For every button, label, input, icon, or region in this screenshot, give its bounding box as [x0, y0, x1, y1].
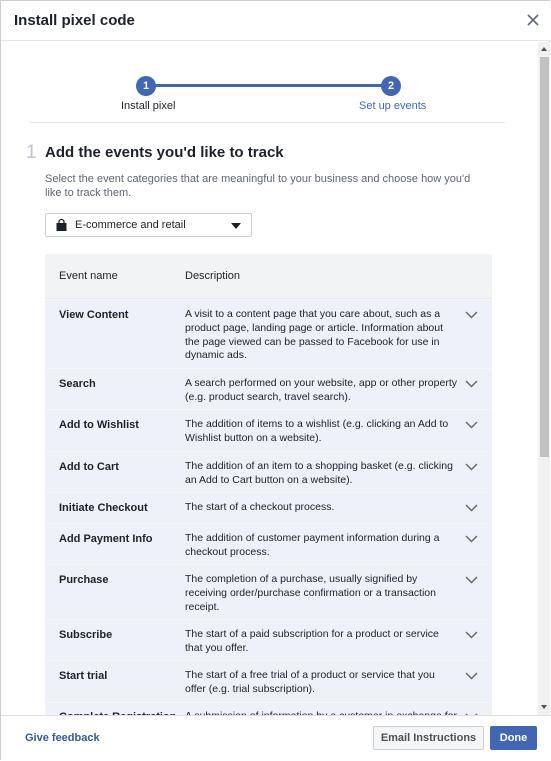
- event-name: Search: [59, 378, 96, 390]
- event-description: A search performed on your website, app or other property (e.g. product search, travel search).: [185, 377, 457, 403]
- event-description: The addition of items to a wishlist (e.g. clicking an Add to Wishlist button on a website).: [185, 418, 449, 444]
- scroll-up-arrow-icon[interactable]: [541, 46, 547, 52]
- chevron-down-icon[interactable]: [465, 504, 478, 512]
- table-header: [45, 254, 492, 299]
- table-row-purchase[interactable]: [45, 565, 492, 619]
- category-dropdown[interactable]: [45, 213, 252, 237]
- dialog-header: [1, 1, 551, 41]
- event-description: The start of a checkout process.: [185, 501, 335, 513]
- scroll-down-arrow-icon[interactable]: [541, 704, 547, 710]
- step-2-label: Set up events: [359, 100, 427, 112]
- event-description: The addition of an item to a shopping basket (e.g. clicking an Add to Cart button on a website).: [185, 460, 453, 486]
- event-description: The start of a paid subscription for a product or service that you offer.: [185, 628, 439, 654]
- event-description: The completion of a purchase, usually signified by receiving order/purchase confirmation or a transaction receipt.: [185, 573, 436, 613]
- scrollbar-thumb[interactable]: [540, 57, 549, 457]
- table-row-add-to-cart[interactable]: [45, 452, 492, 492]
- section-number: 1: [26, 142, 37, 163]
- progress-stepper: [1, 42, 537, 124]
- give-feedback-link[interactable]: Give feedback: [25, 732, 100, 744]
- table-row-add-to-wishlist[interactable]: [45, 410, 492, 451]
- caret-down-icon: [231, 223, 241, 229]
- chevron-down-icon[interactable]: [465, 631, 478, 639]
- event-name: Add to Cart: [59, 461, 119, 473]
- table-row-view-content[interactable]: [45, 300, 492, 368]
- table-row-add-payment-info[interactable]: [45, 524, 492, 564]
- events-table: [45, 254, 492, 724]
- chevron-down-icon[interactable]: [465, 672, 478, 680]
- step-1-label: Install pixel: [121, 100, 176, 112]
- table-row-search[interactable]: [45, 369, 492, 409]
- chevron-down-icon[interactable]: [465, 380, 478, 388]
- event-name: View Content: [59, 309, 129, 321]
- step-1-circle: 1: [136, 76, 156, 96]
- event-name: Add Payment Info: [59, 533, 153, 545]
- category-dropdown-value: E-commerce and retail: [75, 219, 186, 231]
- chevron-down-icon[interactable]: [465, 576, 478, 584]
- dialog-body: [1, 42, 537, 715]
- event-name: Add to Wishlist: [59, 419, 139, 431]
- close-icon[interactable]: [523, 10, 543, 30]
- event-name: Subscribe: [59, 629, 113, 641]
- step-2-circle: 2: [381, 76, 401, 96]
- event-name: Start trial: [59, 670, 108, 682]
- table-row-initiate-checkout[interactable]: [45, 493, 492, 523]
- event-description: A visit to a content page that you care about, such as a product page, landing page or article. Information about the page viewed can be passed to Facebook for use in dynamic ads.: [185, 308, 444, 362]
- chevron-down-icon[interactable]: [465, 311, 478, 319]
- section-description: Select the event categories that are meaningful to your business and choose how you'd like to track them.: [45, 173, 471, 199]
- stepper-divider: [29, 122, 505, 123]
- chevron-down-icon[interactable]: [465, 463, 478, 471]
- email-instructions-button[interactable]: Email Instructions: [373, 726, 484, 750]
- event-name: Initiate Checkout: [59, 502, 148, 514]
- chevron-down-icon[interactable]: [465, 535, 478, 543]
- dialog-footer: [1, 715, 551, 761]
- event-name: Purchase: [59, 574, 109, 586]
- table-row-subscribe[interactable]: [45, 620, 492, 660]
- column-header-event-name: Event name: [59, 270, 118, 282]
- chevron-down-icon[interactable]: [465, 421, 478, 429]
- dialog-title: Install pixel code: [14, 12, 135, 29]
- table-row-start-trial[interactable]: [45, 661, 492, 702]
- event-description: The addition of customer payment information during a checkout process.: [185, 532, 440, 558]
- column-header-description: Description: [185, 270, 241, 282]
- shopping-bag-icon: [55, 219, 68, 232]
- stepper-line: [146, 84, 391, 87]
- event-description: The start of a free trial of a product or service that you offer (e.g. trial subscription).: [185, 669, 435, 695]
- done-button[interactable]: Done: [490, 726, 537, 750]
- section-title: Add the events you'd like to track: [45, 144, 284, 161]
